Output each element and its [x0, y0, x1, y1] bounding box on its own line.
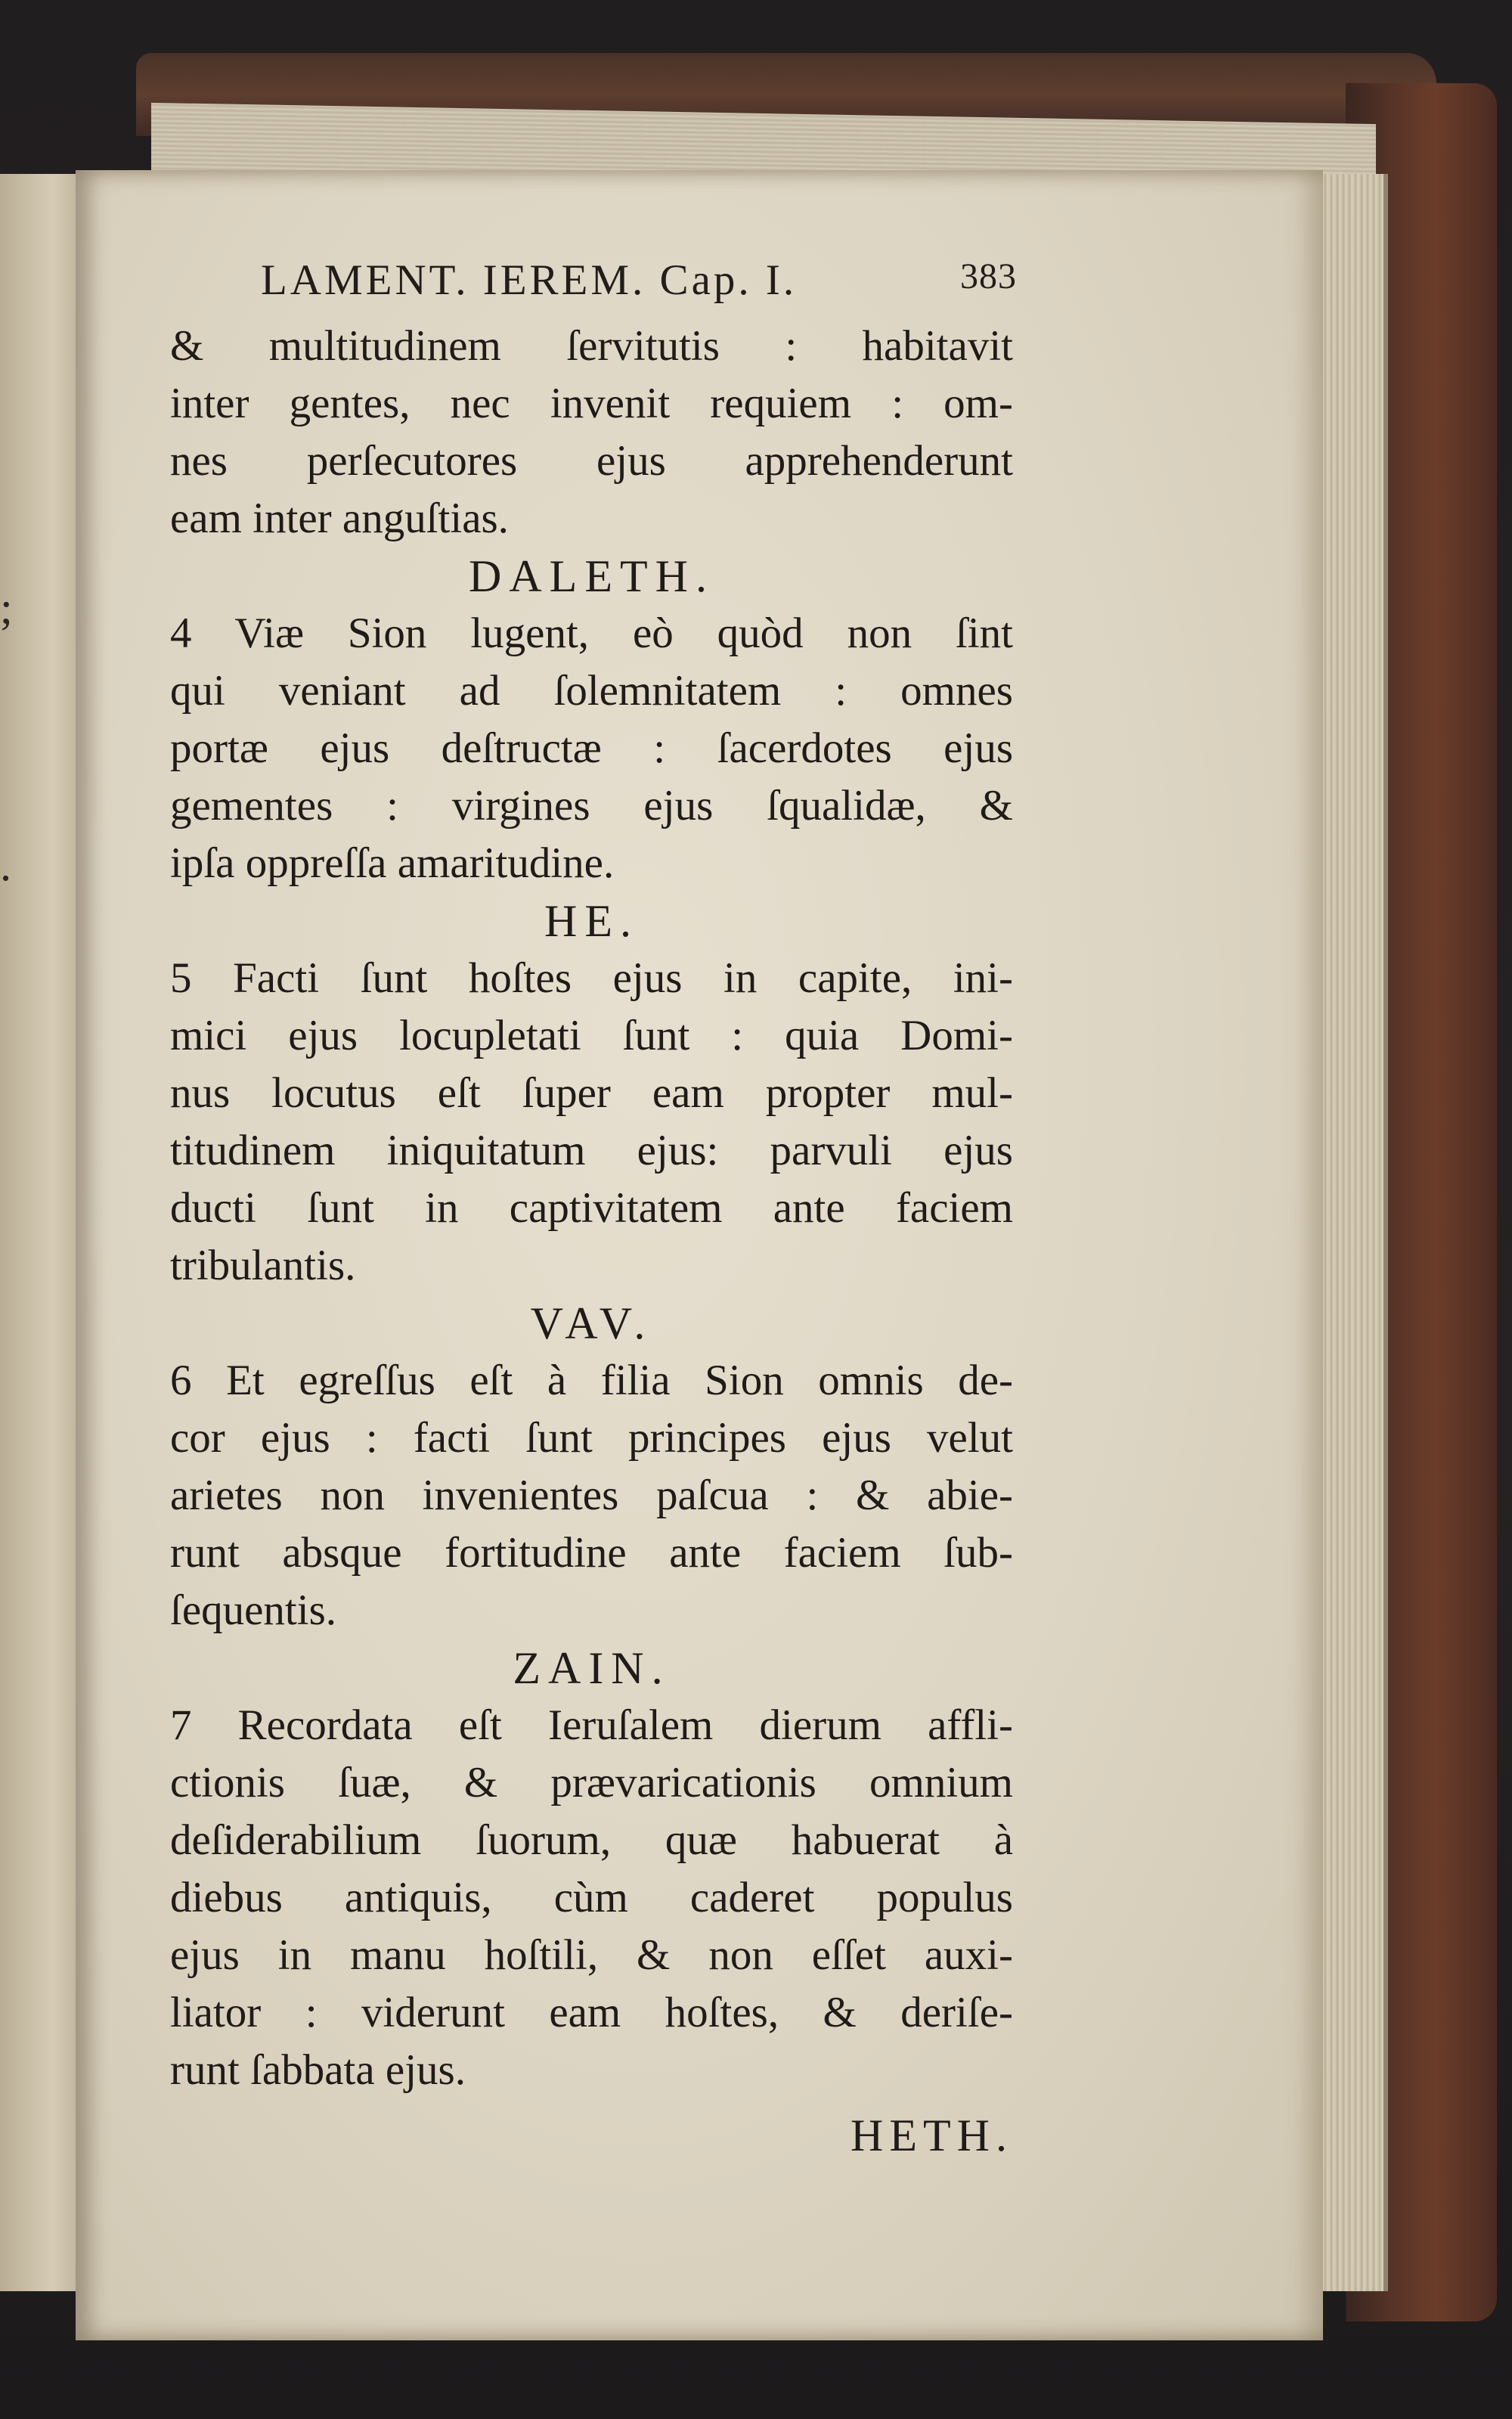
text-line: runt absque fortitudine ante faciem ſub- — [170, 1529, 1013, 1577]
section-heading-vav: VAV. — [530, 1298, 653, 1348]
left-facing-page — [0, 174, 76, 2291]
text-line: diebus antiquis, cùm caderet populus — [170, 1874, 1013, 1921]
page-number: 383 — [960, 256, 1017, 296]
text-line: 5 Facti ſunt hoſtes ejus in capite, ini- — [170, 954, 1013, 1002]
text-line: qui veniant ad ſolemnitatem : omnes — [170, 667, 1013, 715]
text-line: cor ejus : facti ſunt principes ejus velut — [170, 1414, 1013, 1462]
running-title: LAMENT. IEREM. Cap. I. — [261, 256, 798, 304]
section-heading-he: HE. — [544, 896, 639, 946]
text-line: 6 Et egreſſus eſt à filia Sion omnis de- — [170, 1357, 1013, 1404]
text-line: eam inter anguſtias. — [170, 495, 509, 542]
text-line: ducti ſunt in captivitatem ante faciem — [170, 1184, 1013, 1232]
text-line: ctionis ſuæ, & prævaricationis omnium — [170, 1759, 1013, 1806]
text-line: mici ejus locupletati ſunt : quia Domi- — [170, 1012, 1013, 1059]
text-line: deſiderabilium ſuorum, quæ habuerat à — [170, 1816, 1013, 1864]
catchword: HETH. — [850, 2110, 1013, 2160]
text-line: runt ſabbata ejus. — [170, 2046, 466, 2094]
text-line: 7 Recordata eſt Ieruſalem dierum affli- — [170, 1701, 1013, 1749]
text-line: & multitudinem ſervitutis : habitavit — [170, 322, 1013, 370]
text-line: nus locutus eſt ſuper eam propter mul- — [170, 1069, 1013, 1117]
section-heading-zain: ZAIN. — [513, 1643, 671, 1693]
text-line: titudinem iniquitatum ejus: parvuli ejus — [170, 1127, 1013, 1174]
text-line: tribulantis. — [170, 1242, 356, 1289]
text-line: portæ ejus deſtructæ : ſacerdotes ejus — [170, 724, 1013, 772]
text-line: arietes non invenientes paſcua : & abie- — [170, 1472, 1013, 1519]
text-line: liator : viderunt eam hoſtes, & deriſe- — [170, 1989, 1013, 2036]
text-line: nes perſecutores ejus apprehenderunt — [170, 437, 1013, 485]
text-line: ipſa oppreſſa amaritudine. — [170, 839, 615, 887]
left-page-mark: ; — [0, 583, 13, 633]
page-text — [170, 318, 1013, 2164]
text-line: gementes : virgines ejus ſqualidæ, & — [170, 782, 1013, 830]
text-line: ejus in manu hoſtili, & non eſſet auxi- — [170, 1931, 1013, 1979]
text-line: ſequentis. — [170, 1586, 337, 1634]
section-heading-daleth: DALETH. — [469, 551, 714, 601]
text-line: inter gentes, nec invenit requiem : om- — [170, 380, 1013, 427]
left-page-mark: . — [0, 840, 11, 890]
text-line: 4 Viæ Sion lugent, eò quòd non ſint — [170, 609, 1013, 657]
running-header — [261, 256, 1017, 305]
